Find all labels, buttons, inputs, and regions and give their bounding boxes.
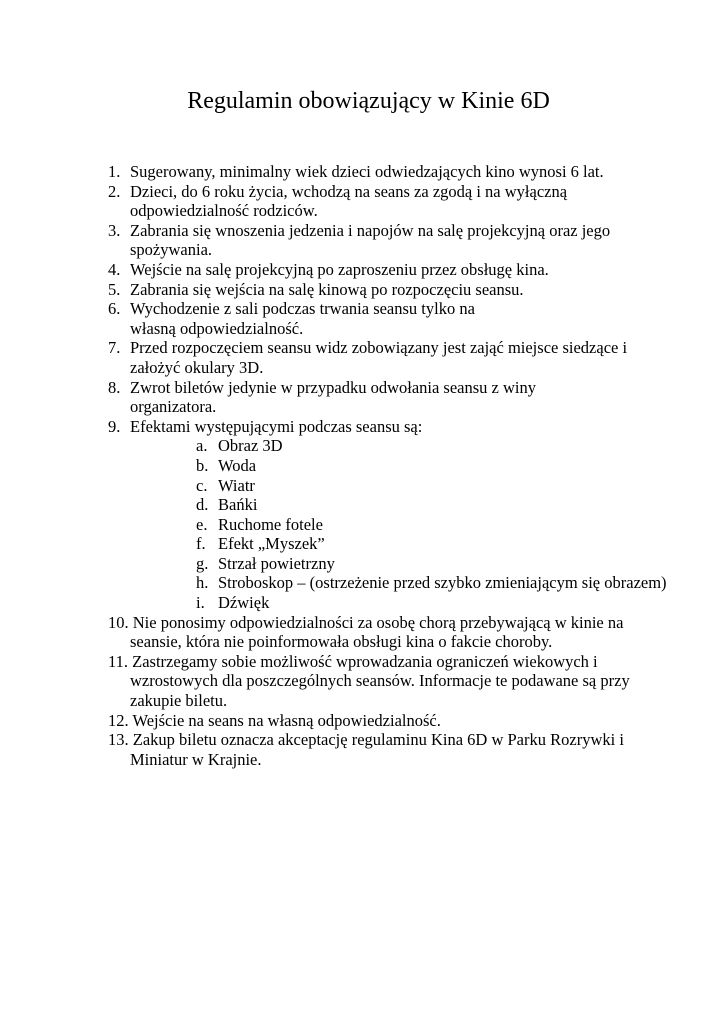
- rule-text: Zastrzegamy sobie możliwość wprowadzania ograniczeń wiekowych i wzrostowych dla poszczególnych seansów. Informacje te podawane są przy zakupie biletu.: [130, 651, 630, 711]
- rule-text: Zakup biletu oznacza akceptację regulaminu Kina 6D w Parku Rozrywki i Miniatur w Krajnie.: [130, 730, 624, 769]
- rule-text: Przed rozpoczęciem seansu widz zobowiązany jest zająć miejsce siedzące i założyć okulary 3D.: [130, 338, 628, 377]
- rule-number: 10.: [108, 612, 129, 632]
- document-title: Regulamin obowiązujący w Kinie 6D: [187, 88, 550, 114]
- effect-item-i: [196, 593, 668, 613]
- effect-item-c: [196, 476, 668, 496]
- effect-text: Stroboskop – (ostrzeżenie przed szybko zmieniającym się obrazem): [218, 573, 667, 593]
- rule-number: 11.: [108, 651, 129, 671]
- effect-letter: g.: [196, 553, 209, 573]
- rule-10-content: [108, 613, 668, 652]
- rule-3: [108, 221, 668, 260]
- effect-letter: b.: [196, 455, 209, 475]
- rule-number: 4.: [108, 259, 121, 279]
- effect-letter: c.: [196, 475, 208, 495]
- effect-item-a: [196, 436, 668, 456]
- effect-text: Woda: [218, 455, 257, 475]
- rule-text: Nie ponosimy odpowiedzialności za osobę chorą przebywającą w kinie na seansie, która nie poinformowała obsługi kina o fakcie choroby.: [130, 612, 624, 652]
- effect-text: Wiatr: [218, 475, 255, 495]
- effect-text: Efekt „Myszek”: [218, 534, 325, 554]
- rule-number: 13.: [108, 730, 129, 750]
- rule-8: [108, 378, 668, 417]
- rule-text: Wejście na seans na własną odpowiedzialność.: [132, 710, 441, 730]
- rule-2: [108, 182, 668, 221]
- rule-text: Sugerowany, minimalny wiek dzieci odwiedzających kino wynosi 6 lat.: [130, 162, 604, 181]
- rule-13-content: [108, 730, 668, 769]
- rule-number: 7.: [108, 338, 121, 358]
- rule-text: Wychodzenie z sali podczas trwania seansu tylko na własną odpowiedzialność.: [130, 299, 475, 338]
- rule-1: [108, 162, 668, 182]
- rule-5: [108, 280, 668, 300]
- effect-letter: d.: [196, 495, 209, 515]
- rule-number: 2.: [108, 181, 121, 201]
- rules-list: [108, 162, 668, 769]
- rule-12: [108, 711, 668, 731]
- effect-text: Obraz 3D: [218, 436, 283, 456]
- effect-text: Bańki: [218, 495, 258, 515]
- rule-number: 12.: [108, 710, 129, 730]
- rule-number: 1.: [108, 162, 121, 181]
- rule-6: [108, 299, 668, 338]
- rule-number: 8.: [108, 377, 121, 397]
- effect-letter: a.: [196, 436, 208, 456]
- effect-item-g: [196, 554, 668, 574]
- effect-item-h: [196, 573, 668, 593]
- rule-12-content: [108, 711, 668, 731]
- effect-item-b: [196, 456, 668, 476]
- rule-11-content: [108, 652, 658, 711]
- effect-text: Dźwięk: [218, 593, 270, 613]
- rule-number: 9.: [108, 416, 121, 436]
- effect-item-d: [196, 495, 668, 515]
- effect-letter: e.: [196, 514, 208, 534]
- rule-9: [108, 417, 668, 437]
- effect-letter: i.: [196, 593, 205, 613]
- effect-text: Strzał powietrzny: [218, 553, 335, 573]
- rule-13: [108, 730, 668, 769]
- rule-number: 6.: [108, 299, 121, 319]
- effect-letter: f.: [196, 534, 206, 554]
- rule-11: [108, 652, 668, 711]
- rule-7: [108, 338, 668, 377]
- rule-text: Dzieci, do 6 roku życia, wchodzą na seans za zgodą i na wyłączną odpowiedzialność rodziców.: [130, 181, 568, 221]
- rule-text: Efektami występującymi podczas seansu są:: [130, 416, 423, 436]
- rule-10: [108, 613, 668, 652]
- effect-letter: h.: [196, 573, 209, 593]
- rule-text: Zwrot biletów jedynie w przypadku odwołania seansu z winy organizatora.: [130, 377, 536, 417]
- rule-number: 5.: [108, 279, 121, 299]
- rule-text: Zabrania się wejścia na salę kinową po rozpoczęciu seansu.: [130, 279, 524, 299]
- effect-item-f: [196, 534, 668, 554]
- effect-item-e: [196, 515, 668, 535]
- rule-text: Wejście na salę projekcyjną po zaproszeniu przez obsługę kina.: [130, 259, 549, 279]
- rule-4: [108, 260, 668, 280]
- rule-text: Zabrania się wnoszenia jedzenia i napojów na salę projekcyjną oraz jego spożywania.: [130, 220, 611, 260]
- effect-text: Ruchome fotele: [218, 514, 323, 534]
- rule-number: 3.: [108, 220, 121, 240]
